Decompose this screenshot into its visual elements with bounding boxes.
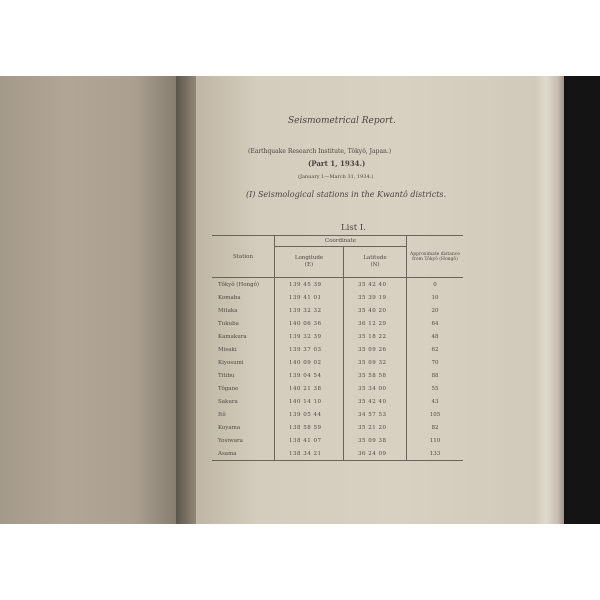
left-page [0,76,192,524]
header-latitude-unit: (N) [370,262,380,268]
institute-line: (Earthquake Research Institute, Tôkyô, Japan.) [248,148,392,155]
distance-value: 105 [407,408,464,421]
distance-value: 70 [407,356,464,369]
table-row [212,278,463,292]
latitude-value: 35 39 19 [344,291,407,304]
longitude-value: 139 32 32 [275,304,344,317]
station-name: Koyama [218,424,241,431]
latitude-value: 35 09 38 [344,434,407,447]
longitude-value: 140 09 02 [275,356,344,369]
distance-value: 20 [407,304,464,317]
station-name: Tukuba [218,320,239,327]
header-longitude [275,247,344,278]
longitude-value: 138 58 59 [275,421,344,434]
station-name: Asama [212,447,275,461]
station-name: Tôkyô (Hongô) [218,281,260,288]
header-latitude [344,247,407,278]
longitude-value: 140 14 10 [275,395,344,408]
latitude-value: 35 18 22 [344,330,407,343]
latitude-value: 35 09 26 [344,343,407,356]
latitude-value: 34 57 53 [344,408,407,421]
distance-value: 62 [407,343,464,356]
table-row [212,408,463,421]
distance-value: 0 [407,278,464,292]
distance-value: 55 [407,382,464,395]
distance-value: 133 [407,447,464,461]
table-row [212,291,463,304]
distance-value: 110 [407,434,464,447]
longitude-value: 138 41 07 [275,434,344,447]
table-row [212,317,463,330]
section-heading: (I) Seismological stations in the Kwantô districts. [246,190,447,199]
page-edges [534,76,564,524]
station-name: Kiyosumi [218,359,244,366]
table-row [212,304,463,317]
longitude-value: 139 04 54 [275,369,344,382]
table-row [212,369,463,382]
distance-value: 64 [407,317,464,330]
distance-value: 10 [407,291,464,304]
longitude-value: 139 37 03 [275,343,344,356]
part-line: (Part 1, 1934.) [308,159,366,168]
longitude-value: 140 06 36 [275,317,344,330]
station-name: Titibu [218,372,235,379]
longitude-value: 139 45 39 [275,278,344,292]
table-row [212,382,463,395]
station-name: Yosiwara [218,437,243,444]
background-dark [564,76,600,524]
header-longitude-unit: (E) [304,262,314,268]
longitude-value: 139 05 44 [275,408,344,421]
distance-value: 43 [407,395,464,408]
latitude-value: 35 09 32 [344,356,407,369]
table-row [212,343,463,356]
station-name: Tôgane [218,385,239,392]
header-station: Station [212,236,275,278]
header-latitude-label: Latitude [363,255,387,261]
latitude-value: 35 42 40 [344,278,407,292]
table-row [212,421,463,434]
latitude-value: 35 42 40 [344,395,407,408]
table-row [212,395,463,408]
station-name: Misaki [218,346,237,353]
date-range: (January 1—March 31, 1934.) [298,174,374,180]
report-title: Seismometrical Report. [288,116,396,126]
list-label: List I. [341,223,366,233]
header-coordinate: Coordinate [275,236,407,247]
distance-value: 48 [407,330,464,343]
table-row [212,330,463,343]
header-distance: Approximate distance from Tôkyô (Hongô) [407,236,464,278]
longitude-value: 140 21 38 [275,382,344,395]
latitude-value: 36 12 29 [344,317,407,330]
book-photo [0,76,600,524]
longitude-value: 139 41 01 [275,291,344,304]
latitude-value: 35 34 00 [344,382,407,395]
distance-value: 82 [407,421,464,434]
stations-table [212,235,463,461]
table-row [212,447,463,461]
station-name: Mitaka [218,307,238,314]
station-name: Kamakura [218,333,247,340]
table-row [212,356,463,369]
station-name: Itô [218,411,226,418]
station-name: Sakura [218,398,238,405]
distance-value: 88 [407,369,464,382]
latitude-value: 36 24 09 [344,447,407,461]
latitude-value: 35 21 20 [344,421,407,434]
longitude-value: 139 32 39 [275,330,344,343]
latitude-value: 35 58 58 [344,369,407,382]
table-row [212,434,463,447]
station-name: Komaba [218,294,241,301]
longitude-value: 138 34 21 [275,447,344,461]
latitude-value: 35 40 20 [344,304,407,317]
header-longitude-label: Longitude [294,255,324,261]
